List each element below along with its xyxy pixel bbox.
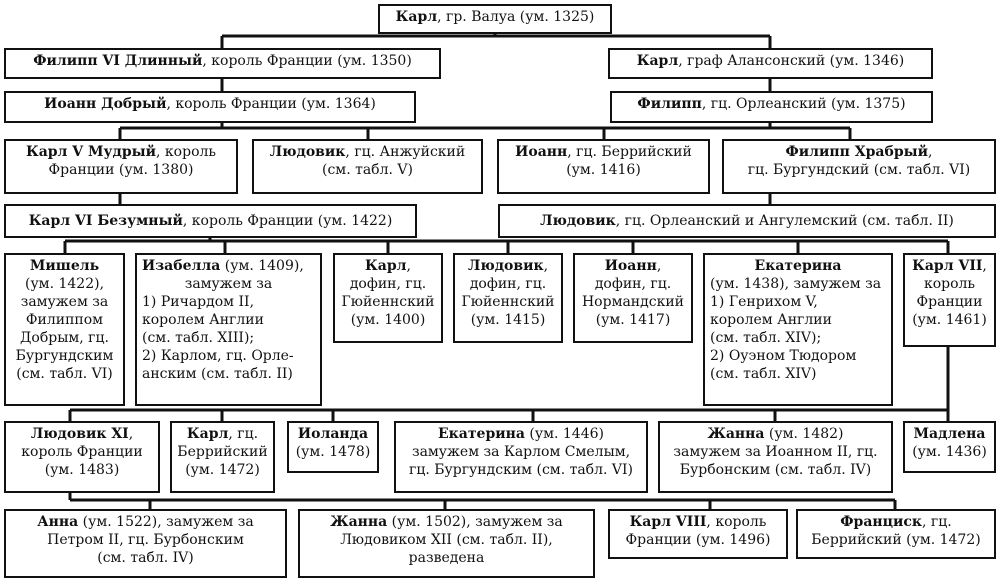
person-charles-vi: Карл VI Безумный, король Франции (ум. 1422) bbox=[4, 204, 417, 238]
person-philip-the-bold: Филипп Храбрый, гц. Бургундский (см. табл. VI) bbox=[722, 139, 996, 194]
person-charles-viii: Карл VIII, король Франции (ум. 1496) bbox=[608, 509, 788, 559]
person-john-the-good: Иоанн Добрый, король Франции (ум. 1364) bbox=[4, 91, 416, 123]
person-catherine-burgundy: Екатерина (ум. 1446) замужем за Карлом Смелым, гц. Бургундским (см. табл. VI) bbox=[394, 421, 648, 493]
person-john-dauphin: Иоанн, дофин, гц. Нормандский (ум. 1417) bbox=[573, 253, 693, 343]
person-louis-xi: Людовик XI, король Франции (ум. 1483) bbox=[4, 421, 160, 493]
person-charles-v: Карл V Мудрый, король Франции (ум. 1380) bbox=[4, 139, 238, 194]
person-charles-vii: Карл VII, король Франции (ум. 1461) bbox=[903, 253, 996, 347]
person-louis-dauphin: Людовик, дофин, гц. Гюйеннский (ум. 1415) bbox=[453, 253, 563, 343]
person-yolande: Иоланда (ум. 1478) bbox=[287, 421, 379, 473]
person-jeanne-bourbon: Жанна (ум. 1482) замужем за Иоанном II, гц. Бурбонским (см. табл. IV) bbox=[658, 421, 893, 493]
person-louis-anjou: Людовик, гц. Анжуйский (см. табл. V) bbox=[252, 139, 483, 194]
person-louis-orleans: Людовик, гц. Орлеанский и Ангулемский (см. табл. II) bbox=[498, 204, 996, 238]
person-philip-orleans: Филипп, гц. Орлеанский (ум. 1375) bbox=[610, 91, 933, 123]
person-anne: Анна (ум. 1522), замужем за Петром II, гц. Бурбонским (см. табл. IV) bbox=[4, 509, 287, 578]
person-francis: Франциск, гц. Беррийский (ум. 1472) bbox=[796, 509, 996, 559]
person-john-berry: Иоанн, гц. Беррийский (ум. 1416) bbox=[497, 139, 710, 194]
person-charles-valois: Карл, гр. Валуа (ум. 1325) bbox=[378, 4, 612, 34]
person-madeleine: Мадлена (ум. 1436) bbox=[903, 421, 996, 473]
person-jeanne-france: Жанна (ум. 1502), замужем за Людовиком XII (см. табл. II), разведена bbox=[298, 509, 595, 578]
person-charles-berry: Карл, гц. Беррийский (ум. 1472) bbox=[170, 421, 275, 493]
person-charles-alencon: Карл, граф Алансонский (ум. 1346) bbox=[608, 48, 933, 79]
person-catherine: Екатерина (ум. 1438), замужем за 1) Генрихом V, королем Англии (см. табл. XIV); 2) Оуэном Тюдором (см. табл. XIV) bbox=[703, 253, 893, 406]
person-charles-dauphin: Карл, дофин, гц. Гюйеннский (ум. 1400) bbox=[333, 253, 443, 343]
person-isabella: Изабелла (ум. 1409), замужем за 1) Ричардом II, королем Англии (см. табл. XIII); 2) Карлом, гц. Орле- анским (см. табл. II) bbox=[135, 253, 322, 406]
person-michelle: Мишель (ум. 1422), замужем за Филиппом Добрым, гц. Бургундским (см. табл. VI) bbox=[4, 253, 125, 406]
person-philip-vi: Филипп VI Длинный, король Франции (ум. 1350) bbox=[4, 48, 441, 79]
